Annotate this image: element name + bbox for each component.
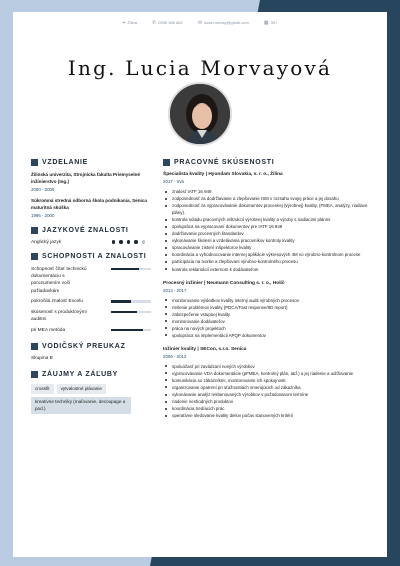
job-duty: koordinácia tredíacich prác: [163, 405, 373, 412]
job-duty: vykonávanie školení a vzdelávania pracovníkov kontroly kvality: [163, 237, 373, 244]
job-duty: spolupráca na vypracovaní dokumentov pre IATF 16 949: [163, 223, 373, 230]
contact-age: ▦ 35+: [263, 20, 278, 26]
briefcase-icon: [163, 159, 170, 166]
job-duty: riadenie neshodných produktov: [163, 398, 373, 405]
level-dot: [134, 240, 138, 244]
job-duty: monitorovanie výsledkov kvality interný audit výrobných procesov: [163, 297, 373, 304]
phone-icon: ✆: [152, 20, 157, 26]
job-duties: [163, 297, 373, 339]
job-duty: dodržiavanie procesných štandardov: [163, 230, 373, 237]
skill-name: skúsenosť s produktovými auditmi: [31, 309, 87, 323]
job-duty: vypracovávanie VDA dokumentácie (pFMEA, kontrolný plán, atď.) a jej riadenie a udržiavanie: [163, 370, 373, 377]
job-duty: spracovávanie zistení inšpektorov kvality: [163, 244, 373, 251]
contact-phone: ✆ 0905 389 682: [152, 20, 183, 26]
languages-heading: JAZYKOVÉ ZNALOSTI: [31, 227, 159, 234]
profile-photo: [168, 82, 232, 146]
skills-icon: [31, 253, 38, 260]
job-title: Procesný inžinier | Neumann Consulting s. r. o., Holíč: [163, 280, 285, 286]
language-icon: [31, 227, 38, 234]
job-duty: koordinácia a vyhodnocovanie internej aplikácie výkresových 4M vo výrobno-kontrolnom procese: [163, 251, 373, 258]
language-name: Anglický jazyk: [31, 239, 62, 245]
education-date: 1996 - 2000: [31, 212, 55, 218]
hobbies-heading: ZÁUJMY A ZÁĽUBY: [31, 371, 159, 378]
job-date: 2014 - 2017: [163, 287, 187, 293]
job-duty: spolupráca na implementácii APQP dokumentov: [163, 332, 373, 339]
skill-bar-fill: [111, 268, 139, 271]
skill-bar-fill: [111, 300, 131, 303]
skill-name: pokročilá znalosť Excelu: [31, 299, 83, 305]
language-row: [31, 240, 159, 245]
education-icon: [31, 159, 38, 166]
job-duty: kontrola súladu pracovných inštrukcií výrobnej kvality a výroby s riadiacimi plánmi: [163, 216, 373, 223]
job-entry: [163, 281, 373, 339]
job-duties: [163, 363, 373, 419]
skill-bar: [111, 311, 151, 314]
education-date: 2000 - 2005: [31, 186, 55, 192]
job-duty: operatívne sledovanie kvality dielov počas stanovených kritérií: [163, 412, 373, 419]
skill-bar: [111, 300, 151, 303]
driver-heading: VODIČSKÝ PREUKAZ: [31, 343, 159, 350]
job-duty: znalosť IATF 16 949: [163, 188, 373, 195]
job-duty: zabezpečenie vstupnej kvality: [163, 311, 373, 318]
education-item: [31, 198, 159, 218]
heart-icon: [31, 371, 38, 378]
skill-bar-fill: [111, 311, 137, 314]
experience-heading: PRACOVNÉ SKÚSENOSTI: [163, 159, 373, 166]
skills-heading: SCHOPNOSTI A ZNALOSTI: [31, 253, 159, 260]
hobby-tag: vytvalostné plávanie: [57, 384, 106, 394]
job-duty: spoluúčasť pri zavádzaní nových výrobkov: [163, 363, 373, 370]
skill-bar: [111, 329, 151, 332]
skill-row: [31, 266, 159, 296]
calendar-icon: ▦: [263, 20, 269, 26]
contact-bar: [13, 20, 387, 26]
job-duty: vykonávanie analýz reklamovaných výrobkov v požadovanom termíne: [163, 391, 373, 398]
language-level-dots: [112, 240, 146, 244]
jobs-list: [163, 172, 373, 419]
job-duty: zodpovednosť za dodržiavanie a zlepšovanie ISM v rozsahu svojej práce a jej dosahu: [163, 195, 373, 202]
education-title: Súkromná stredná odborná škola podnikania, Senica maturitná skúška: [31, 197, 147, 210]
driver-license-value: Skupina B: [31, 355, 53, 361]
resume-page: [13, 12, 387, 557]
contact-location: ⌖ Žilina: [122, 20, 137, 26]
job-duty: organizovanie opatrení pri sťažnostiach smerujúcich od zákazníka: [163, 384, 373, 391]
skill-bar-fill: [111, 329, 143, 332]
level-dot: [142, 240, 146, 244]
job-title: Inžinier kvality | SECon, s.r.o. Senica: [163, 346, 247, 352]
contact-email[interactable]: ✉ lucia.morvay@gmail.com: [197, 20, 249, 26]
hobby-tag: kreatívne techniky (maľovanie, decoupage a pod.): [31, 397, 131, 414]
car-icon: [31, 343, 38, 350]
job-duty: práca na nových projektoch: [163, 325, 373, 332]
job-title: Špecialista kvality | Hyundam Slovakia, s. r. o., Žilina: [163, 172, 283, 177]
job-duty: riešenie problémov kvality (PDCA/Fast response/8D report): [163, 304, 373, 311]
job-duty: monitorovanie dodávateľov: [163, 318, 373, 325]
skill-row: [31, 298, 159, 305]
job-duty: kontrola reklamácií externom k dodávateľom: [163, 266, 373, 273]
education-title: Žilinská univerzita, Strojnícka fakulta Priemyselné inžinierstvo (Ing.): [31, 172, 141, 184]
skill-name: pri MEA metóda: [31, 327, 66, 333]
hobby-tags: [31, 384, 159, 414]
mail-icon: ✉: [197, 20, 203, 26]
job-duty: komunikácia so zákazníkmi, monitorovanie ich spokojnosti: [163, 377, 373, 384]
right-column: [163, 159, 373, 427]
job-date: 2006 - 2012: [163, 353, 187, 359]
job-entry: [163, 172, 373, 273]
left-column: [31, 159, 159, 414]
hobby-tag: crossfit: [31, 384, 54, 394]
skill-row: [31, 327, 159, 334]
education-item: [31, 172, 159, 192]
skills-list: [31, 266, 159, 334]
skill-bar: [111, 268, 151, 271]
level-dot: [127, 240, 131, 244]
skill-row: [31, 309, 159, 324]
map-pin-icon: ⌖: [122, 20, 126, 26]
skill-name: Schopnosť čítať technickú dokumentáciu s porozumením voči požiadavkám: [31, 266, 87, 294]
job-date: 2017 - trvá: [163, 179, 184, 184]
job-duties: [163, 188, 373, 273]
candidate-name: Ing. Lucia Morvayová: [67, 56, 333, 80]
education-heading: VZDELANIE: [31, 159, 159, 166]
level-dot: [112, 240, 116, 244]
job-duty: participácia na tvorbe a zlepšovaní výrobno-kontrolného procesu: [163, 258, 373, 265]
job-duty: zodpovednosť za vypracovávanie dokumentov procesnej (výrobnej) kvality, (FMEA, analýzy, riadiace plány).: [163, 202, 373, 216]
level-dot: [119, 240, 123, 244]
job-entry: [163, 347, 373, 419]
